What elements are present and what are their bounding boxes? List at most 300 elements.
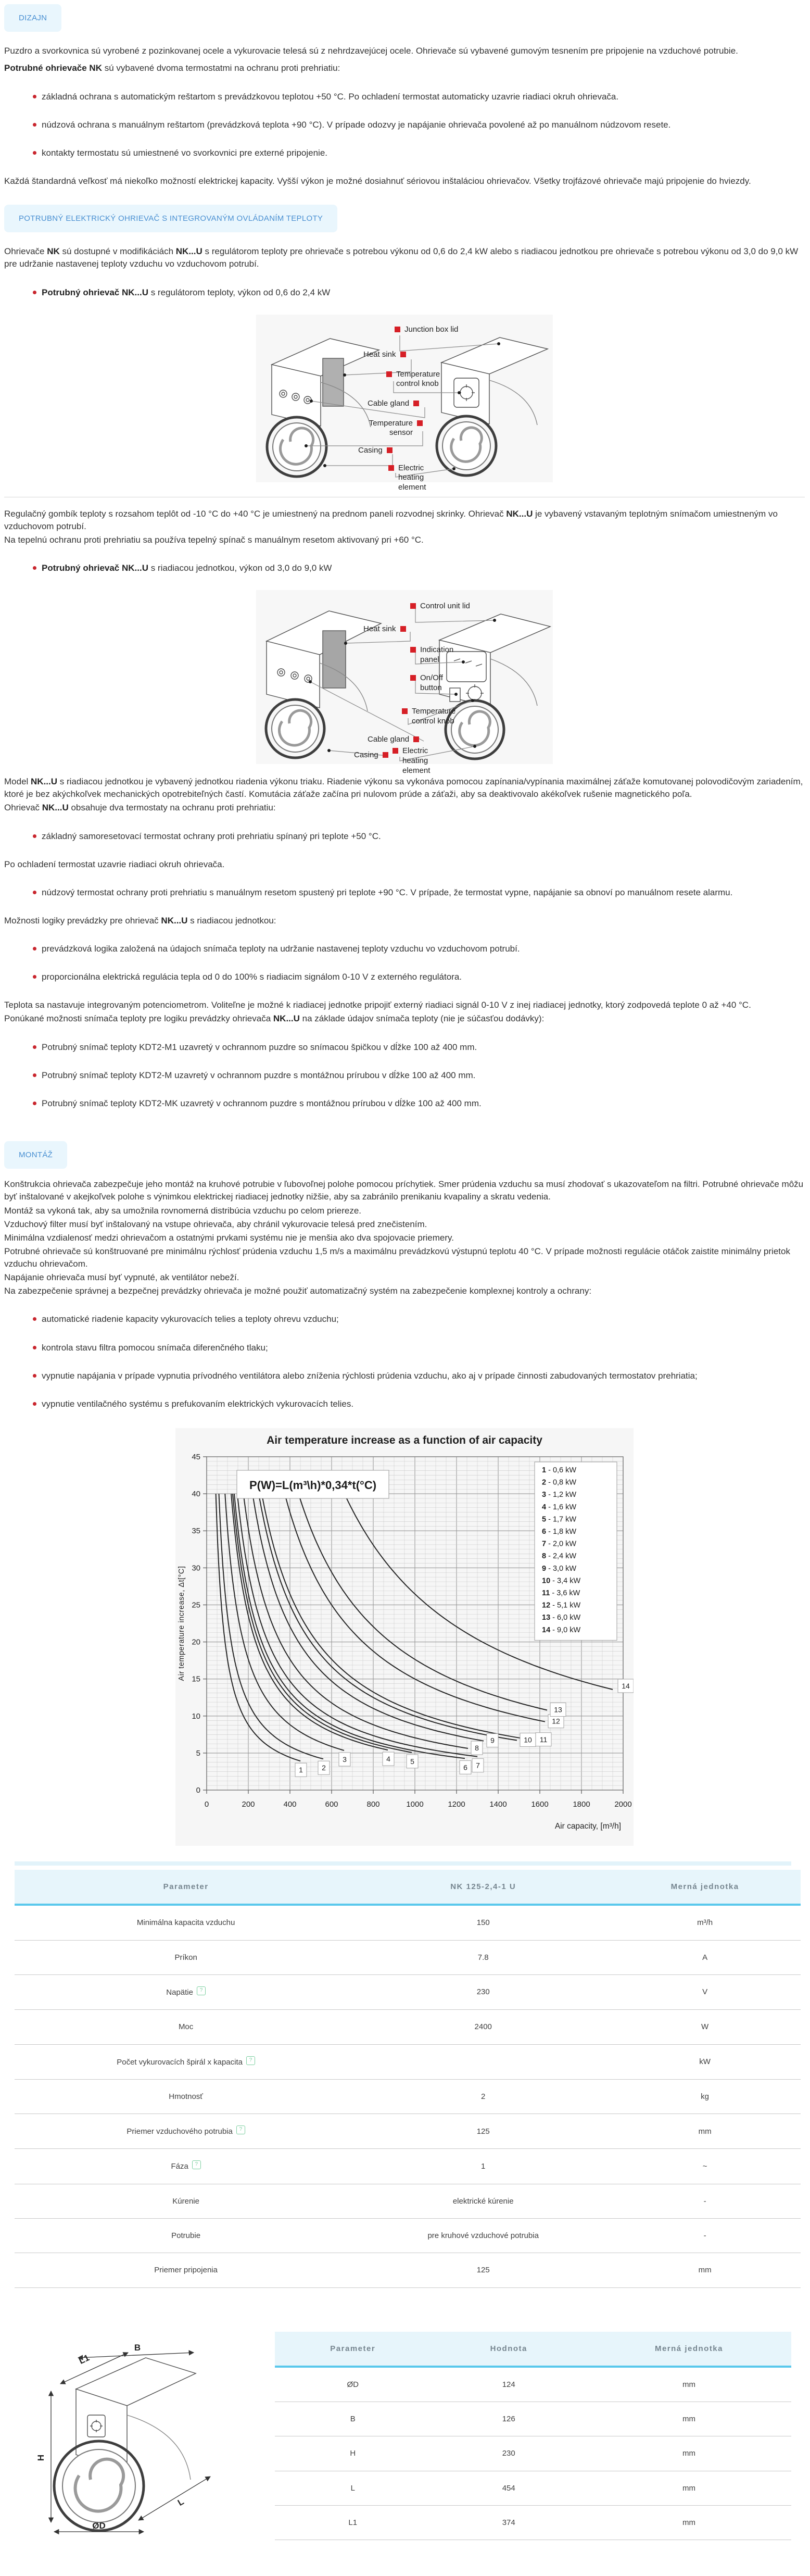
list-item-text: základný samoresetovací termostat ochrany proti prehriatiu spínaný pri teplote +50 °C. [42,831,381,841]
list-item [33,886,805,899]
table-body [15,1905,801,2287]
red-marker-icon [395,327,400,332]
text: Model [4,777,31,787]
chart-xlabel: Air capacity, [m³/h] [554,1821,621,1831]
cell-text: 125 [476,2266,490,2275]
table-cell [15,2114,357,2149]
svg-text:35: 35 [192,1527,200,1536]
chart-ylabel: Air temperature increase, Δt[°C] [178,1566,186,1681]
svg-text:1 - 0,6 kW: 1 - 0,6 kW [542,1466,577,1474]
label-text: Electric heating element [398,463,426,492]
table-cell [357,1974,609,2009]
text: Regulačný gombík teploty s rozsahom teplôt od -10 °C do +40 °C je umiestnený na prednom paneli rozvodnej skrinky. Ohrievač [4,508,507,519]
diagram-label-indication-panel [410,645,457,665]
cell-text: 454 [502,2483,515,2493]
diagram-label-electric-heating-element [388,464,450,493]
table-cell [275,2436,431,2471]
cell-text: 2 [481,2092,486,2101]
heater-diagram-2 [256,590,553,775]
curve-8 [244,1494,468,1748]
cell-text: 230 [476,1987,490,1997]
svg-text:1400: 1400 [489,1799,507,1809]
cell-text: H [350,2449,356,2458]
table-cell [609,2253,801,2287]
dim-label-h: H [36,2454,46,2461]
table-cell [431,2471,586,2505]
dim-label-od: ØD [92,2520,106,2531]
svg-text:14: 14 [622,1681,630,1690]
text: s riadiacou jednotkou: [187,915,276,926]
table-header [275,2332,791,2367]
diagram-label-casing [358,446,393,456]
diagram-label-cable-gland [368,399,419,409]
red-marker-icon [393,748,398,754]
svg-text:1800: 1800 [573,1799,590,1809]
text: s regulátorom teploty, výkon od 0,6 do 2,4 kW [148,287,331,297]
text: je vybavený vstavaným teplotným snímačom umiestneným vo vzduchovom potrubí. [4,508,778,531]
diagram-label-junction-box-lid [395,325,458,335]
label-text: Junction box lid [404,324,459,334]
diagram-label-temperature-control-knob [402,707,456,727]
cell-text: L [350,2483,355,2493]
montage-paragraph: Konštrukcia ohrievača zabezpečuje jeho montáž na kruhové potrubie v ľubovoľnej polohe pomocou príchytiek. Smer prúdenia vzduchu sa musí zhodovať s ukazovateľom na filtri. Potrubné ohrievače môžu byť inštalované v akejkoľvek polohe s výnimkou elektrickej riadiacej jednotky nižšie, aby sa zabránilo prenikaniu kvapaliny a skratu vedenia. [4,1179,804,1202]
label-text: Temperature control knob [396,369,440,389]
table-cell [15,2010,357,2044]
control-paragraph-2 [4,508,805,533]
control-paragraph-9 [4,1012,805,1025]
list-item [33,1069,805,1082]
red-marker-icon [413,736,419,742]
bold-heater-name: Potrubný ohrievač NK...U [42,287,148,297]
cell-text: mm [682,2415,695,2424]
cell-text: - [703,2196,706,2206]
diagram-label-casing [354,751,388,760]
svg-text:400: 400 [283,1799,297,1809]
diagram-label-onoff-button [410,673,447,693]
control-paragraph-3: Na tepelnú ochranu proti prehriatiu sa používa tepelný spínač s manuálnym resetom aktivovaný pri +60 °C. [4,534,424,545]
curve-3 [225,1494,344,1750]
parameters-table [15,1870,801,2288]
cell-text: Kúrenie [172,2196,199,2206]
diagram-label-heat-sink [363,624,406,634]
svg-text:600: 600 [325,1799,338,1809]
svg-text:12 - 5,1 kW: 12 - 5,1 kW [542,1601,581,1610]
svg-text:20: 20 [192,1637,200,1647]
help-icon[interactable]: ? [236,2125,245,2134]
cell-text: mm [698,2127,712,2136]
table-cell [357,2010,609,2044]
chart-svg [175,1428,634,1842]
control-paragraph-block [4,508,805,546]
table-cell [357,2079,609,2114]
cell-text: mm [682,2518,695,2528]
bullet-dot-icon [33,123,36,127]
table-header [15,1870,801,1905]
table-row [15,1940,801,1974]
section-badge-design: DIZAJN [4,4,61,32]
control-paragraph-5 [4,802,805,814]
svg-text:6: 6 [463,1763,467,1772]
table-cell [609,2044,801,2079]
list-item [33,1097,805,1110]
cell-text: - [703,2231,706,2240]
red-marker-icon [387,447,393,453]
list-item [33,971,805,983]
bullet-dot-icon [33,1045,36,1049]
list-item [33,1342,805,1354]
table-row [275,2367,791,2402]
table-row [15,2079,801,2114]
help-icon[interactable]: ? [197,1986,206,1995]
cell-text: 374 [502,2518,515,2528]
list-item [33,1041,805,1054]
header-text: Merná jednotka [654,2344,723,2353]
text: s regulátorom teploty pre ohrievače s potrebou výkonu od 0,6 do 2,4 kW alebo s riadiacou jednotkou pre ohrievače s potrebou výkonu od 3,0 do 9,0 kW pre udržanie nastavenej teploty vzduchu vo vzduchovom potrubí. [4,246,799,269]
table-row [15,2149,801,2184]
label-text: On/Off button [420,673,443,692]
table-cell [275,2402,431,2436]
red-marker-icon [386,371,392,377]
label-text: Cable gland [368,735,410,744]
dimensions-drawing-svg [35,2337,259,2541]
bold-nku: NK...U [161,915,188,926]
control-paragraph-6: Po ochladení termostat uzavrie riadiaci okruh ohrievača. [4,859,225,869]
table-cell [431,2402,586,2436]
text: obsahuje dva termostaty na ochranu proti prehriatiu: [68,803,276,813]
text: s riadiacou jednotkou je vybavený jednotkou riadenia výkonu triaku. Riadenie výkonu sa vykonáva pomocou zapínania/vypínania maximálnej záťaže komutovanej polovodičovým zariadením, ktoré je bez akýchkoľvek mechanických opotrebiteľných častí. Komutácia záťaže začína pri nulovom prúde a záťaži, aby sa deaktivovalo akékoľvek rušenie magnetického poľa. [4,777,803,799]
cell-text: L1 [348,2518,358,2528]
list-item [33,147,805,159]
list-item [33,1398,805,1410]
table-cell [15,2184,357,2218]
section-badge-montage: MONTÁŽ [4,1141,67,1169]
list-item-text: vypnutie ventilačného systému s prefukovaním elektrických vykurovacích telies. [42,1398,354,1409]
table-row [15,1905,801,1940]
cell-text: 124 [502,2380,515,2389]
list-item-text: núdzová ochrana s manuálnym reštartom (prevádzková teplota +90 °C). V prípade odozvy je napájanie ohrievača povolené až po manuálnom núdzovom resete. [42,119,671,130]
bullet-dot-icon [33,834,36,838]
table-cell [15,2253,357,2287]
svg-text:10: 10 [192,1711,200,1721]
list-item-text: vypnutie napájania v prípade vypnutia prívodného ventilátora alebo zníženia rýchlosti prúdenia vzduchu, ako aj v prípade činnosti zabudovaných termostatov prehriatia; [42,1370,698,1381]
header-text: NK 125-2,4-1 U [450,1882,516,1892]
control-paragraph-7 [4,915,805,927]
bullet-dot-icon [33,947,36,951]
table-row [275,2436,791,2471]
svg-text:2: 2 [322,1764,326,1772]
curve-4 [231,1494,388,1750]
table-cell [587,2367,791,2402]
bold-nku: NK...U [31,777,58,787]
table-cell [15,2149,357,2184]
red-marker-icon [417,420,423,426]
list-item [33,943,805,955]
svg-text:8 - 2,4 kW: 8 - 2,4 kW [542,1552,577,1561]
column-header-parameter [275,2332,431,2367]
bullet-dot-icon [33,1102,36,1105]
list-item-text: základná ochrana s automatickým reštartom s prevádzkovou teplotou +50 °C. Po ochladení termostat automaticky uzavrie riadiaci okruh ohrievača. [42,91,619,102]
red-marker-icon [388,465,394,471]
svg-text:10: 10 [524,1735,532,1744]
cell-text: 1 [481,2161,486,2171]
table-cell [587,2471,791,2505]
list-item-text: Potrubný snímač teploty KDT2-M1 uzavretý v ochrannom puzdre so snímacou špičkou v dĺžke 100 až 400 mm. [42,1042,477,1052]
bullet-dot-icon [33,1346,36,1349]
text: sú dostupné v modifikáciách [59,246,176,257]
cell-text: V [702,1987,708,1997]
text: s riadiacou jednotkou, výkon od 3,0 do 9,0 kW [148,563,332,573]
bold-heater-name: Potrubný ohrievač NK...U [42,563,148,573]
bold-nk: NK [47,246,60,257]
table-cell [609,2184,801,2218]
label-text: Heat sink [363,349,396,359]
bold-nk-heaters: Potrubné ohrievače NK [4,63,102,73]
cell-text: Minimálna kapacita vzduchu [136,1918,235,1928]
table-row [15,2253,801,2287]
svg-text:2 - 0,8 kW: 2 - 0,8 kW [542,1478,577,1487]
text: na základe údajov snímača teploty (nie je súčasťou dodávky): [299,1014,545,1024]
svg-text:5: 5 [196,1748,200,1758]
svg-text:8: 8 [475,1743,479,1752]
svg-text:13: 13 [554,1705,562,1714]
montage-paragraph: Minimálna vzdialenosť medzi ohrievačom a ostatnými prvkami systému nie je menšia ako dva spojovacie priemery. [4,1232,454,1243]
list-item-text: kontakty termostatu sú umiestnené vo svorkovnici pre externé pripojenie. [42,147,327,158]
svg-text:0: 0 [196,1785,200,1795]
list-item-text: núdzový termostat ochrany proti prehriatiu s manuálnym resetom spustený pri teplote +90 °C. V prípade, že termostat vypne, napájanie sa obnoví po manuálnom resete alarmu. [42,887,733,897]
cell-text: 7.8 [477,1953,489,1962]
table-cell [357,2149,609,2184]
red-marker-icon [413,401,419,406]
dim-label-b: B [134,2342,141,2353]
table-body [275,2367,791,2540]
dimensions-table-wrap [275,2332,791,2541]
svg-text:4 - 1,6 kW: 4 - 1,6 kW [542,1503,577,1511]
table-cell [609,1974,801,2009]
red-marker-icon [410,647,416,653]
text: Ohrievač [4,803,42,813]
design-paragraph-2 [4,62,805,74]
red-marker-icon [383,752,388,758]
cell-text: 150 [476,1918,490,1928]
table-cell [357,2218,609,2253]
table-cell [15,1974,357,2009]
svg-text:1200: 1200 [448,1799,465,1809]
svg-text:9 - 3,0 kW: 9 - 3,0 kW [542,1564,577,1573]
header-text: Hodnota [490,2344,527,2353]
bullet-dot-icon [33,891,36,894]
list-item-text: proporcionálna elektrická regulácia tepla od 0 do 100% s riadiacim signálom 0-10 V z externého regulátora. [42,972,462,982]
dimensions-drawing [35,2337,259,2545]
variant-1-text [42,286,330,299]
cell-text: 126 [502,2415,515,2424]
design-paragraph-2-rest: sú vybavené dvoma termostatmi na ochranu proti prehriatiu: [102,63,340,73]
cell-text: mm [682,2449,695,2458]
svg-text:800: 800 [366,1799,380,1809]
list-item [33,1370,805,1382]
table-cell [609,2010,801,2044]
cell-text: mm [682,2483,695,2493]
label-text: Temperature sensor [369,418,413,437]
diagram-label-temperature-control-knob [386,370,445,390]
design-paragraph-1: Puzdro a svorkovnica sú vyrobené z pozinkovanej ocele a vykurovacie telesá sú z nehrdzavejúcej ocele. Ohrievače sú vybavené gumovým tesnením pre pripojenie na vzduchové potrubie. [4,46,738,56]
chart-formula: P(W)=L(m³\h)*0,34*t(°C) [249,1478,377,1492]
table-row [275,2506,791,2540]
svg-text:11: 11 [539,1735,548,1744]
cell-text: 230 [502,2449,515,2458]
table-header-row [275,2332,791,2367]
label-text: Electric heating element [402,746,431,775]
bullet-dot-icon [33,1374,36,1378]
label-text: Temperature control knob [412,707,456,726]
table-cell [609,1940,801,1974]
list-item [33,830,805,843]
chart-title: Air temperature increase as a function of air capacity [267,1434,542,1446]
cell-text: Moc [178,2022,194,2032]
list-item-text: automatické riadenie kapacity vykurovacích telies a teploty ohrevu vzduchu; [42,1314,339,1324]
cell-text: kg [701,2092,710,2101]
bold-nku: NK...U [506,508,533,519]
column-header-model [357,1870,609,1905]
table-cell [431,2506,586,2540]
table-cell [275,2367,431,2402]
table-row [15,2010,801,2044]
svg-text:40: 40 [192,1490,200,1499]
table-cell [275,2471,431,2505]
table-cell [609,2079,801,2114]
montage-paragraph-block [4,1178,805,1297]
list-item [33,119,805,131]
header-text: Merná jednotka [670,1882,739,1892]
text: Možnosti logiky prevádzky pre ohrievač [4,915,161,926]
table-cell [431,2436,586,2471]
diagram-label-temperature-sensor [369,419,423,439]
table-header-row [15,1870,801,1905]
header-text: Parameter [163,1882,209,1892]
table-cell [15,2079,357,2114]
table-row [15,2114,801,2149]
svg-text:30: 30 [192,1564,200,1573]
table-row [275,2471,791,2505]
table-cell [609,2114,801,2149]
bullet-dot-icon [33,566,36,570]
bullet-dot-icon [33,1317,36,1321]
label-text: Casing [354,751,378,760]
cell-text: W [701,2022,709,2032]
svg-text:5 - 1,7 kW: 5 - 1,7 kW [542,1515,577,1524]
list-item-text: Potrubný snímač teploty KDT2-M uzavretý v ochrannom puzdre s montážnou prírubou v dĺžke 100 až 400 mm. [42,1070,476,1080]
cell-text: ~ [702,2161,707,2171]
red-marker-icon [400,626,406,632]
svg-text:9: 9 [490,1736,495,1745]
table-cell [587,2402,791,2436]
montage-paragraph: Napájanie ohrievača musí byť vypnuté, ak ventilátor nebeží. [4,1272,239,1283]
dim-label-l1: L1 [77,2352,91,2366]
column-header-parameter [15,1870,357,1905]
sensor-paragraph-block [4,999,805,1025]
red-marker-icon [402,708,408,714]
montage-paragraph: Montáž sa vykoná tak, aby sa umožnila rovnomerná distribúcia vzduchu po celom priereze. [4,1205,362,1216]
list-item [33,91,805,103]
cell-text: Fáza [171,2162,188,2171]
text: Ponúkané možnosti snímača teploty pre logiku prevádzky ohrievača [4,1014,273,1024]
svg-text:0: 0 [204,1799,209,1809]
cell-text: mm [682,2380,695,2389]
bold-nku: NK...U [42,803,69,813]
table-cell [431,2367,586,2402]
cell-text: ØD [347,2380,359,2389]
table-cell [609,2218,801,2253]
text: Ohrievače [4,246,47,257]
red-marker-icon [410,675,416,681]
table-cell [275,2506,431,2540]
table-cell [357,2044,609,2079]
label-text: Cable gland [368,398,410,408]
cell-text: elektrické kúrenie [452,2196,514,2206]
list-item-text: kontrola stavu filtra pomocou snímača diferenčného tlaku; [42,1342,268,1353]
cell-text: Hmotnosť [169,2092,203,2101]
variant-2-bullet [33,562,805,574]
svg-text:4: 4 [386,1754,390,1763]
label-text: Heat sink [363,624,396,634]
montage-paragraph: Na zabezpečenie správnej a bezpečnej prevádzky ohrievača je možné použiť automatizačný systém na zabezpečenie komplexnej kontroly a ochrany: [4,1286,592,1296]
table-cell [15,1940,357,1974]
triac-paragraph-block [4,776,805,814]
table-row [15,2218,801,2253]
bullet-dot-icon [33,151,36,155]
svg-text:3 - 1,2 kW: 3 - 1,2 kW [542,1491,577,1499]
table-cell [587,2436,791,2471]
heater-diagram-1-drawing [256,315,553,482]
table-cell [587,2506,791,2540]
table-cell [357,1940,609,1974]
bold-nku: NK...U [175,246,202,257]
table-row [15,1974,801,2009]
svg-text:25: 25 [192,1600,200,1610]
diagram-label-control-unit-lid [410,602,470,611]
heater-diagram-1 [256,315,553,492]
table-cell [357,2114,609,2149]
bullet-dot-icon [33,975,36,979]
svg-text:200: 200 [242,1799,255,1809]
svg-text:14 - 9,0 kW: 14 - 9,0 kW [542,1625,581,1634]
montage-paragraph: Potrubné ohrievače sú konštruované pre minimálnu rýchlosť prúdenia vzduchu 1,5 m/s a maximálnu prevádzkovú výstupnú teplotu 40 °C. V prípade možnosti regulácie otáčok zaistite minimálny prietok vzduchu ohrievačom. [4,1246,790,1269]
curve-7 [237,1494,477,1757]
control-paragraph-4 [4,776,805,801]
diagram-label-heat-sink [363,350,406,360]
table-top-strip [15,1861,791,1866]
help-icon[interactable]: ? [192,2160,201,2169]
variant-2-text [42,562,332,574]
table-cell [15,1905,357,1940]
bullet-dot-icon [33,1073,36,1077]
label-text: Indication panel [420,645,454,664]
air-capacity-chart [175,1428,634,1846]
table-cell [609,2149,801,2184]
svg-text:3: 3 [343,1755,347,1764]
list-item-text: prevádzková logika založená na údajoch snímača teploty na udržanie nastavenej teploty vzduchu vo vzduchovom potrubí. [42,944,520,954]
cell-text: Príkon [174,1953,197,1962]
montage-paragraph: Vzduchový filter musí byť inštalovaný na vstupe ohrievača, aby chránil vykurovacie telesá pred znečistením. [4,1219,427,1229]
cell-text: mm [698,2266,712,2275]
diagram-label-cable-gland [368,735,419,745]
help-icon[interactable]: ? [246,2056,255,2065]
bullet-dot-icon [33,291,36,294]
svg-text:13 - 6,0 kW: 13 - 6,0 kW [542,1614,581,1622]
table-cell [15,2044,357,2079]
cell-text: Počet vykurovacích špirál x kapacita [117,2057,243,2067]
dimensions-section [15,2332,791,2545]
label-text: Casing [358,445,383,455]
